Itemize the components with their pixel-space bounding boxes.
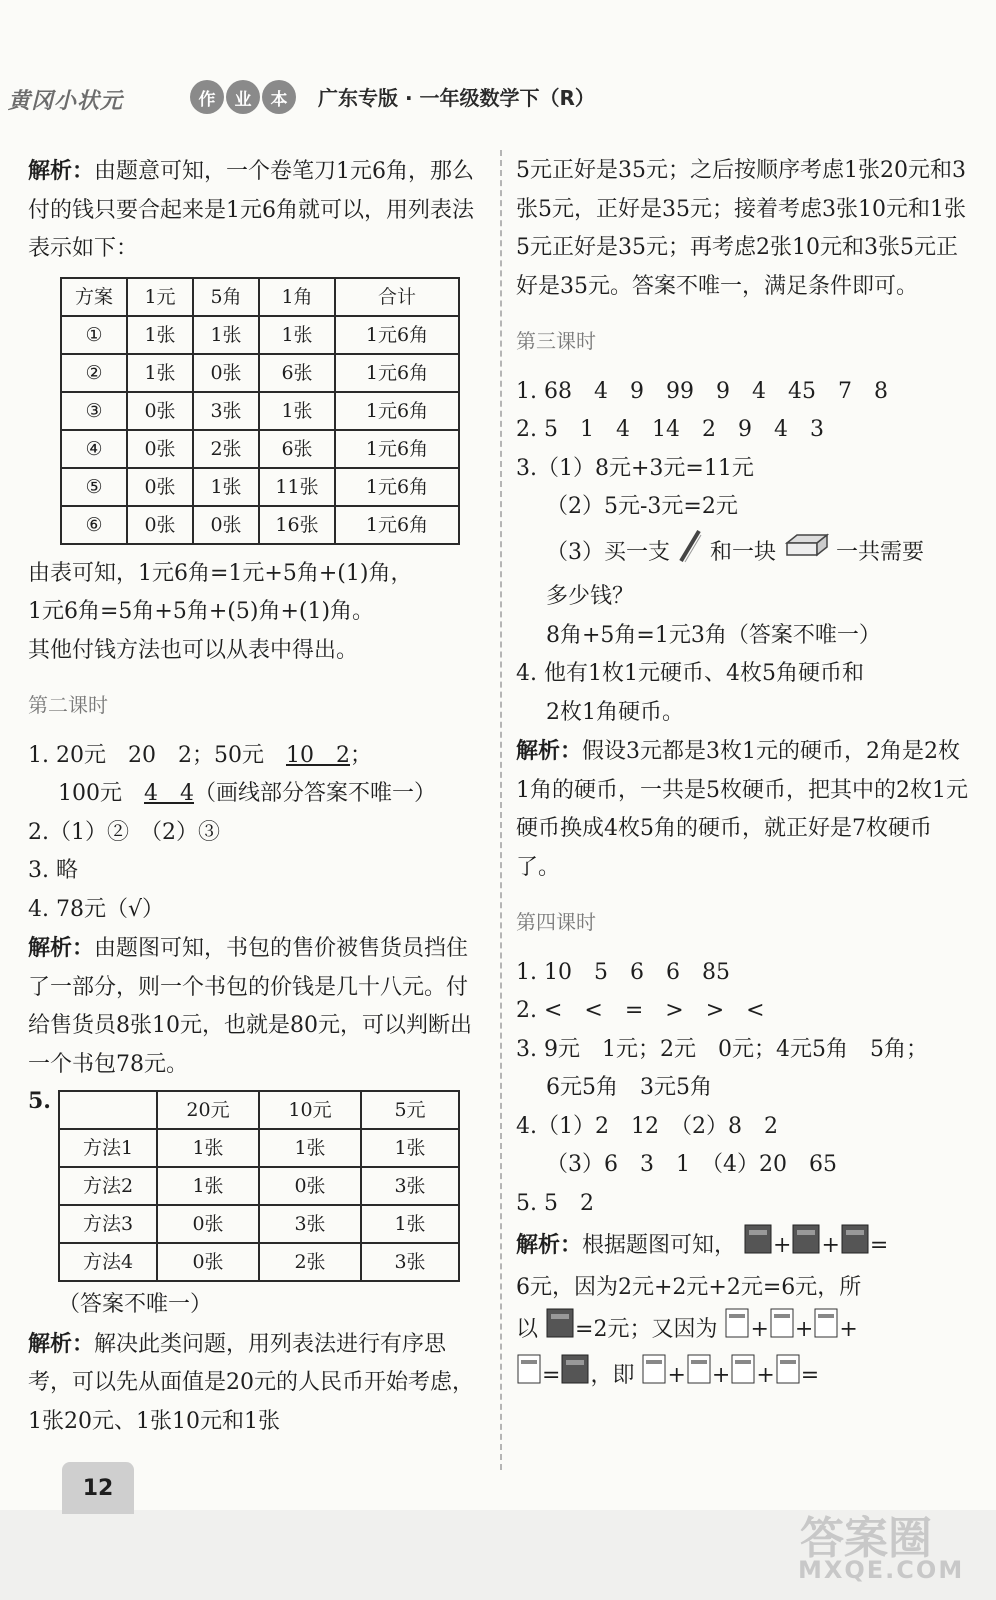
table-cell: 0张 [259, 1167, 361, 1205]
answer-line: 2.（1）② （2）③ [28, 819, 220, 845]
underlined-answer: 10 2 [285, 742, 350, 768]
analysis-text: 由题图可知，书包的售价被售货员挡住了一部分，则一个书包的价钱是几十八元。付给售货员8张10元，也就是80元，可以判断出一个书包78元。 [28, 936, 472, 1077]
table-cell: 1张 [361, 1205, 459, 1243]
table-cell: 3张 [361, 1167, 459, 1205]
table-cell: ⑥ [61, 506, 127, 544]
answer-line: 3. 9元 1元；2元 0元；4元5角 5角； [516, 1036, 928, 1062]
answer-line: 2枚1角硬币。 [546, 699, 684, 725]
analysis-label: 解析： [28, 158, 95, 184]
answer-line: 多少钱？ [546, 584, 635, 609]
answer-line: 3. 略 [28, 858, 78, 883]
dark-notebook-icon [545, 1307, 575, 1353]
s3-analysis [516, 732, 968, 887]
table-cell: ⑤ [61, 468, 127, 506]
answer-text: 1. 20元 20 2；50元 [28, 742, 264, 768]
table-cell: 方法2 [59, 1167, 157, 1205]
after-table-line: 由表可知，1元6角=1元+5角+(1)角， [28, 560, 413, 586]
answer-text: 和一块 [710, 539, 777, 565]
plan-table [60, 277, 460, 545]
table-cell: 方法3 [59, 1205, 157, 1243]
light-notebook-icon [724, 1307, 750, 1353]
equals-sign: = [800, 1362, 820, 1388]
eraser-icon [783, 533, 829, 573]
table-cell: 3张 [259, 1205, 361, 1243]
light-notebook-icon [769, 1307, 795, 1353]
analysis-text: 解决此类问题，用列表法进行有序思考，可以先从面值是20元的人民币开始考虑，1张20元、1张10元和1张 [28, 1331, 474, 1434]
s4-analysis-line: 6元，因为2元+2元+2元=6元，所 [516, 1274, 862, 1300]
answer-line [28, 737, 480, 776]
table-cell: 3张 [193, 392, 259, 430]
table-cell: 6张 [259, 430, 335, 468]
table-cell: 0张 [193, 506, 259, 544]
table-cell: 1元6角 [335, 392, 459, 430]
answer-line: 4. 78元（√） [28, 896, 164, 922]
section-title: 第二课时 [28, 693, 108, 717]
continued-analysis: 5元正好是35元；之后按顺序考虑1张20元和3张5元，正好是35元；接着考虑3张10元和1张5元正好是35元；再考虑2张10元和3张5元正好是35元。答案不唯一，满足条件即可。 [516, 158, 966, 299]
table-cell: 2张 [193, 430, 259, 468]
analysis-label: 解析： [28, 935, 95, 961]
table-cell: ② [61, 354, 127, 392]
answer-line: 3.（1）8元+3元=11元 [516, 455, 754, 481]
table-cell: 0张 [127, 392, 193, 430]
table-cell: 0张 [193, 354, 259, 392]
table-header-cell: 5角 [193, 278, 259, 316]
edition-title: 广东专版 · 一年级数学下（R） [318, 86, 595, 110]
table-header-cell: 10元 [259, 1091, 361, 1129]
left-column [28, 152, 480, 1441]
equals-sign: = [869, 1232, 889, 1258]
s4-analysis-line [516, 1307, 968, 1353]
table-header-row [59, 1091, 459, 1129]
answer-line: 4.（1）2 12 （2）8 2 [516, 1113, 778, 1139]
answer-text: 100元 [58, 781, 122, 806]
plus-sign: + [711, 1362, 731, 1388]
s4-analysis-line: = ，即 + + + = [516, 1353, 968, 1399]
table-row [59, 1243, 459, 1281]
light-notebook-icon [641, 1353, 667, 1399]
plus-sign: + [756, 1362, 775, 1388]
answer-line: 1. 10 5 6 6 85 [516, 959, 730, 985]
table-cell: 0张 [127, 468, 193, 506]
table-header-cell: 合计 [335, 278, 459, 316]
table-row [61, 316, 459, 354]
answer-line: 1. 68 4 9 99 9 4 45 7 8 [516, 378, 888, 404]
answer-text: ； [349, 742, 372, 768]
table-cell: 0张 [157, 1243, 259, 1281]
badge-char: 作 [190, 80, 224, 114]
answer-text: （3）买一支 [546, 539, 670, 565]
table-header-row [61, 278, 459, 316]
plus-sign: + [750, 1316, 769, 1342]
table-cell: ④ [61, 430, 127, 468]
table-cell: ① [61, 316, 127, 354]
light-notebook-icon [730, 1353, 756, 1399]
intro-analysis [28, 152, 480, 269]
answer-line: （3）6 3 1 （4）20 65 [546, 1152, 837, 1177]
plus-sign: + [821, 1232, 840, 1258]
table-cell: 16张 [259, 506, 335, 544]
table-cell: 3张 [361, 1243, 459, 1281]
after-table-line: 1元6角=5角+5角+(5)角+(1)角。 [28, 599, 375, 624]
table-cell: 0张 [127, 430, 193, 468]
badge-char: 业 [226, 80, 260, 114]
table-cell: 方法4 [59, 1243, 157, 1281]
table-header-cell [59, 1091, 157, 1129]
table-cell: 1张 [157, 1167, 259, 1205]
analysis-label: 解析： [516, 1231, 583, 1258]
light-notebook-icon [686, 1353, 712, 1399]
plus-sign: + [839, 1316, 858, 1342]
answer-line: （2）5元-3元=2元 [546, 494, 738, 519]
analysis-text: 根据题图可知， [582, 1232, 737, 1258]
dark-notebook-icon [743, 1223, 773, 1269]
table-cell: 1张 [193, 468, 259, 506]
table-cell: 0张 [157, 1205, 259, 1243]
table-row [59, 1205, 459, 1243]
table-cell: 1张 [157, 1129, 259, 1167]
answer-line: 4. 他有1枚1元硬币、4枚5角硬币和 [516, 661, 864, 686]
analysis-label: 解析： [28, 1330, 95, 1357]
question-number: 5. [28, 1088, 51, 1114]
dark-notebook-icon [840, 1223, 870, 1269]
table-row [61, 468, 459, 506]
table-cell: 1张 [193, 316, 259, 354]
plus-sign: + [773, 1232, 792, 1258]
analysis-text: 由题意可知，一个卷笔刀1元6角，那么付的钱只要合起来是1元6角就可以，用列表法表示如下： [28, 159, 475, 261]
answer-note: （画线部分答案不唯一） [194, 781, 437, 806]
table-row [61, 430, 459, 468]
table-cell: 方法1 [59, 1129, 157, 1167]
light-notebook-icon [775, 1353, 801, 1399]
table-row [59, 1129, 459, 1167]
analysis-text: 即 [612, 1362, 635, 1388]
answer-line [516, 527, 968, 579]
analysis-label: 解析： [516, 738, 583, 764]
q4-analysis [28, 929, 480, 1084]
table-row [61, 506, 459, 544]
table-cell: 6张 [259, 354, 335, 392]
table-cell: 1张 [259, 392, 335, 430]
table-cell: 1张 [259, 1129, 361, 1167]
answer-line [28, 775, 480, 814]
table-row [59, 1167, 459, 1205]
section-title: 第四课时 [516, 910, 596, 934]
answer-line: 5. 5 2 [516, 1190, 594, 1216]
table-cell: 1张 [127, 316, 193, 354]
badge-char: 本 [262, 80, 296, 114]
table-cell: 1元6角 [335, 430, 459, 468]
watermark-url: MXQE.COM [798, 1556, 965, 1584]
table-row [61, 392, 459, 430]
plus-sign: + [667, 1362, 686, 1388]
dark-notebook-icon [791, 1223, 821, 1269]
page-header [0, 78, 996, 140]
q5-analysis [28, 1325, 480, 1442]
badge-circles [190, 80, 298, 114]
table-cell: 1张 [259, 316, 335, 354]
table-header-cell: 方案 [61, 278, 127, 316]
table-cell: 1张 [127, 354, 193, 392]
column-divider [500, 150, 502, 1470]
plus-sign: + [794, 1316, 814, 1342]
q5-block [28, 1090, 480, 1286]
after-table-line: 其他付钱方法也可以从表中得出。 [28, 637, 359, 663]
table-cell: 1元6角 [335, 316, 459, 354]
right-column [516, 152, 968, 1398]
table-header-cell: 20元 [157, 1091, 259, 1129]
table-cell: 1元6角 [335, 468, 459, 506]
watermark-logo: 答案圈 [800, 1513, 932, 1564]
answer-text: 一共需要 [836, 539, 925, 565]
brand-logo: 黄冈小状元 [8, 89, 124, 114]
analysis-text: 以 [516, 1316, 539, 1342]
s4-analysis-line [516, 1223, 968, 1269]
table-header-cell: 1元 [127, 278, 193, 316]
light-notebook-icon [813, 1307, 839, 1353]
table-row [61, 354, 459, 392]
table-cell: 1元6角 [335, 506, 459, 544]
underlined-answer: 4 4 [144, 781, 195, 806]
answer-line: 2. < < = > > < [516, 998, 765, 1023]
dark-notebook-icon [560, 1353, 590, 1399]
table-cell: 2张 [259, 1243, 361, 1281]
table-cell: 1张 [361, 1129, 459, 1167]
table-header-cell: 1角 [259, 278, 335, 316]
answer-line: 8角+5角=1元3角（答案不唯一） [546, 622, 881, 648]
table-header-cell: 5元 [361, 1091, 459, 1129]
light-notebook-icon [516, 1353, 542, 1399]
answer-line: 6元5角 3元5角 [546, 1075, 712, 1100]
equals-sign: = [542, 1362, 561, 1388]
pencil-icon [677, 527, 703, 579]
answer-note: （答案不唯一） [58, 1292, 213, 1317]
table-cell: 0张 [127, 506, 193, 544]
page-number: 12 [62, 1462, 134, 1514]
table-cell: 1元6角 [335, 354, 459, 392]
method-table [58, 1090, 460, 1282]
table-cell: ③ [61, 392, 127, 430]
analysis-text: 假设3元都是3枚1元的硬币，2角是2枚1角的硬币，一共是5枚硬币，把其中的2枚1元硬币换成4枚5角的硬币，就正好是7枚硬币了。 [516, 739, 968, 880]
table-cell: 11张 [259, 468, 335, 506]
answer-line: 2. 5 1 4 14 2 9 4 3 [516, 417, 824, 442]
section-title: 第三课时 [516, 329, 596, 353]
analysis-text: =2元；又因为 [575, 1316, 718, 1342]
